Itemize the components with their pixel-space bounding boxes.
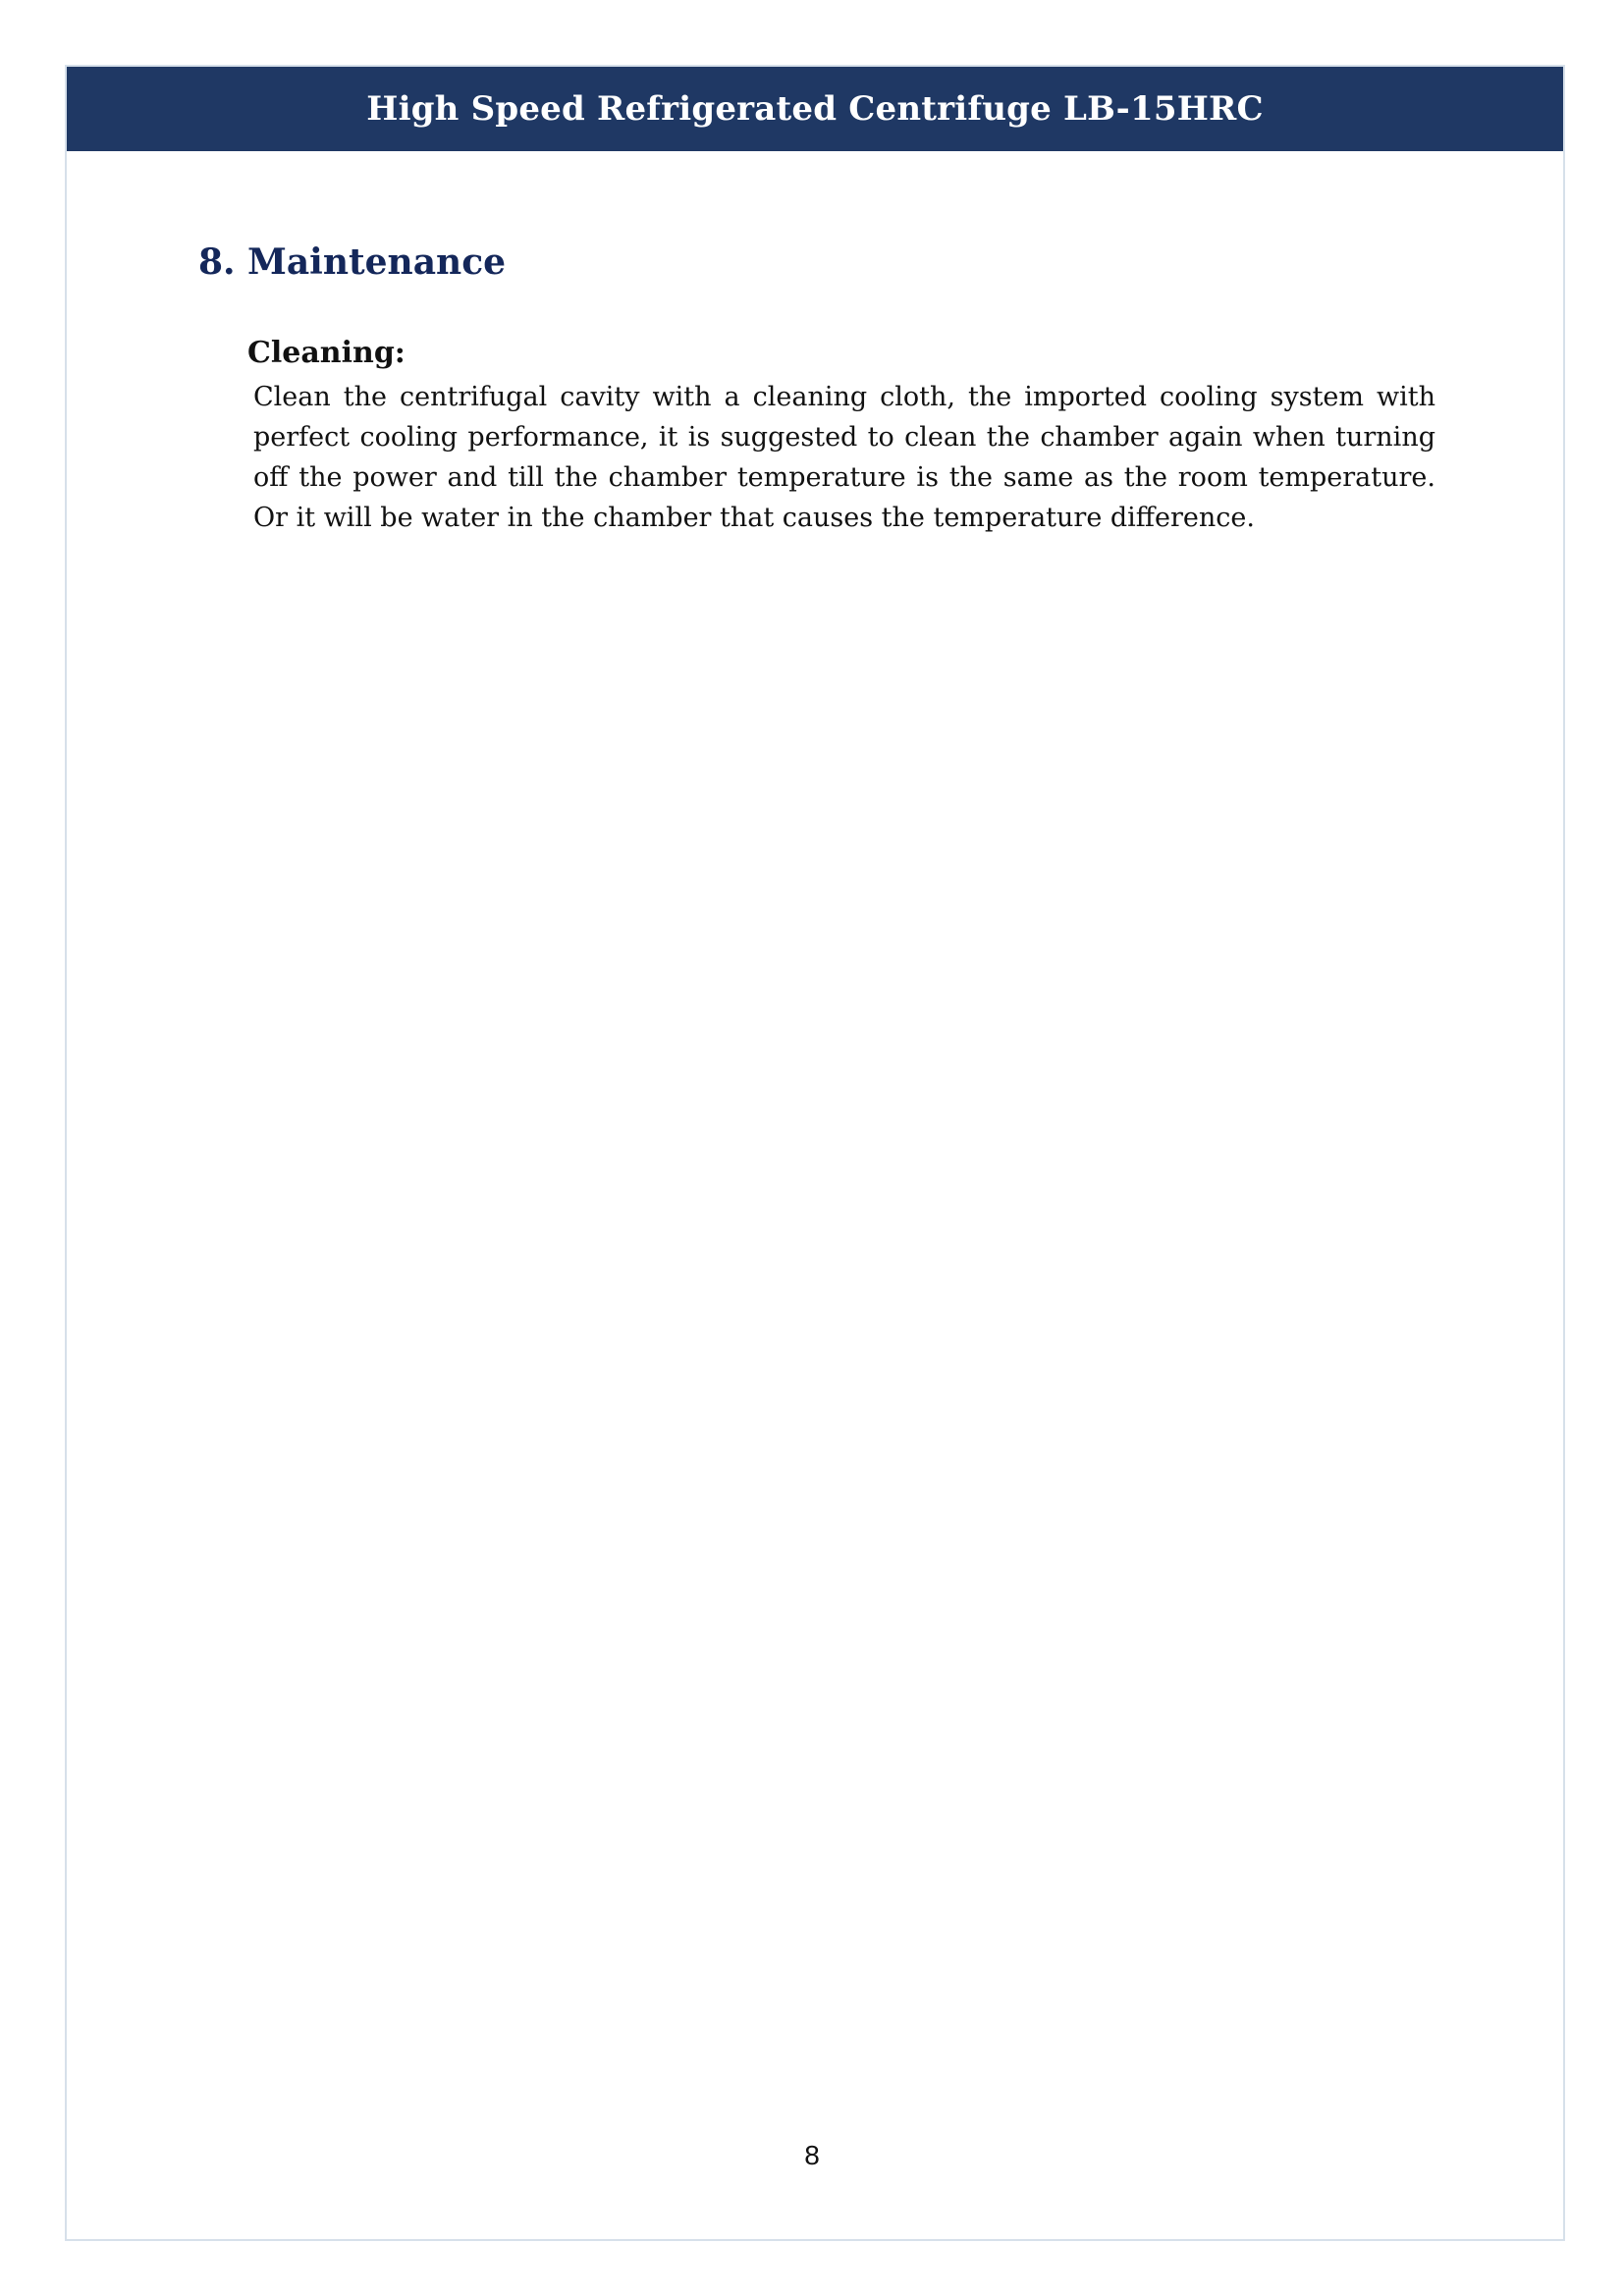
section-number: 8.	[198, 241, 236, 283]
header-bar	[67, 67, 1563, 151]
section-heading	[198, 241, 506, 283]
document-title: High Speed Refrigerated Centrifuge LB-15HRC	[366, 89, 1264, 129]
section-title: Maintenance	[247, 241, 507, 283]
subsection-body-cleaning: Clean the centrifugal cavity with a cleaning cloth, the imported cooling system with perfect cooling performance, it is suggested to clean the chamber again when turning off the power and till the chamber temperature is the same as the room temperature. Or it will be water in the chamber that causes the temperature difference.	[253, 382, 1435, 533]
subsection-heading-cleaning: Cleaning:	[247, 336, 406, 370]
page-number: 8	[804, 2140, 820, 2170]
